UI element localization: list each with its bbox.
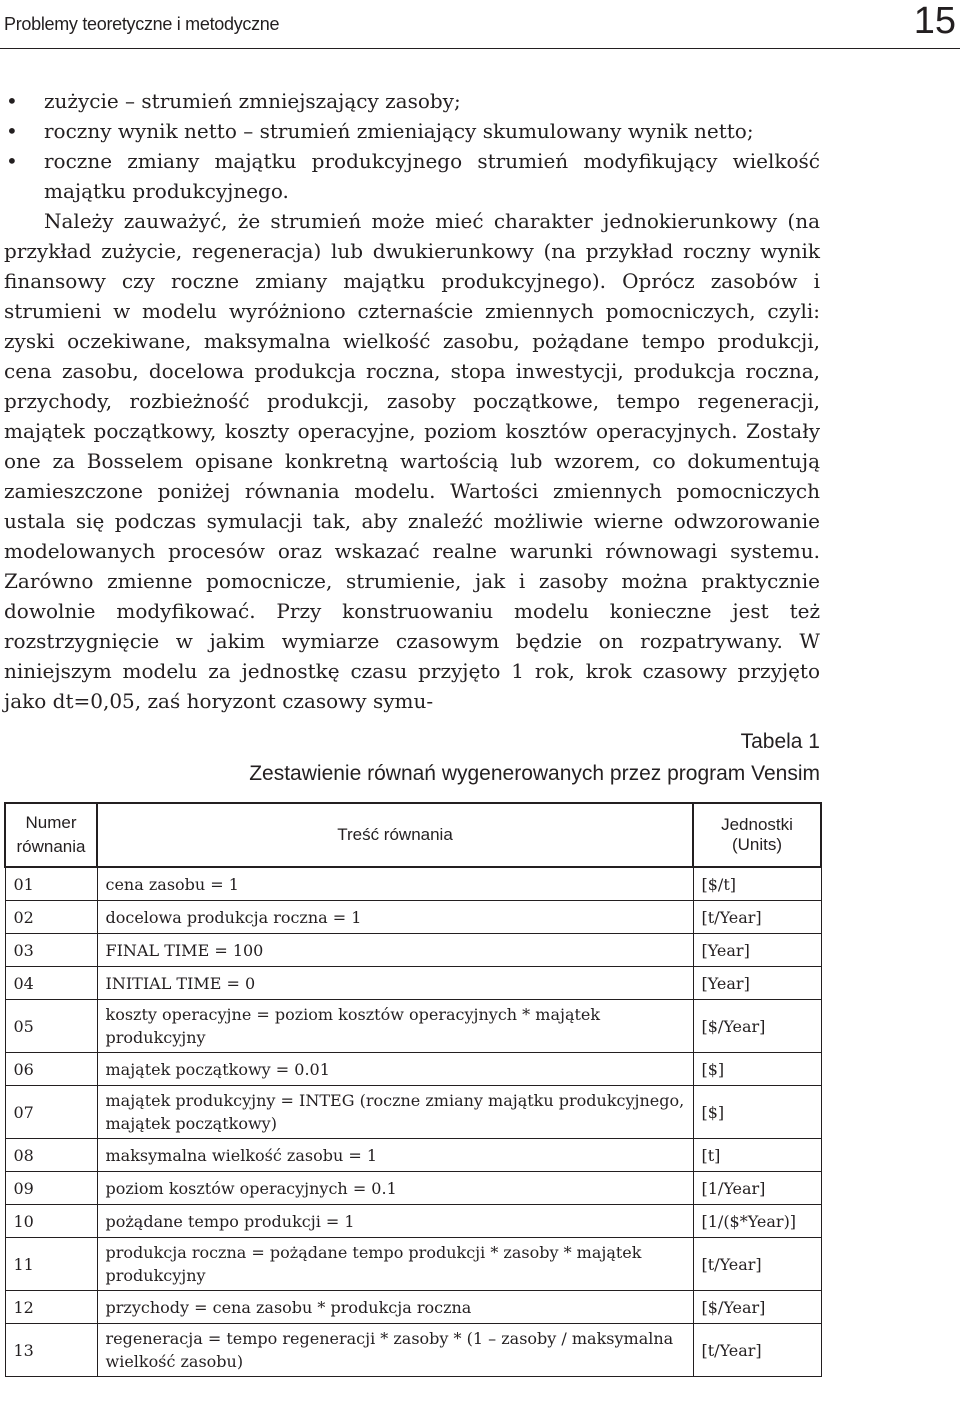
table-row — [5, 1000, 821, 1053]
row-equation: maksymalna wielkość zasobu = 1 — [97, 1139, 693, 1172]
row-equation: przychody = cena zasobu * produkcja roczna — [97, 1291, 693, 1324]
table-label: Tabela 1 — [740, 730, 820, 753]
header-number: Numer równania — [5, 803, 97, 867]
header-rule — [0, 48, 960, 49]
row-number: 13 — [5, 1324, 97, 1377]
row-unit: [t] — [693, 1139, 821, 1172]
row-unit: [$/Year] — [693, 1291, 821, 1324]
row-unit: [1/($*Year)] — [693, 1205, 821, 1238]
row-number: 11 — [5, 1238, 97, 1291]
table-header-row — [5, 803, 821, 867]
equations-table — [4, 802, 822, 1377]
row-unit: [$] — [693, 1086, 821, 1139]
row-equation: poziom kosztów operacyjnych = 0.1 — [97, 1172, 693, 1205]
body-paragraph: Należy zauważyć, że strumień może mieć charakter jednokierunkowy (na przykład zużycie, regeneracja) lub dwukierunkowy (na przykład roczny wynik finansowy czy roczne zmiany majątku produkcyjnego). Oprócz zasobów i strumieni w modelu wyróżniono czternaście zmiennych pomocniczych, czyli: zyski oczekiwane, maksymalna wielkość zasobu, pożądane tempo produkcji, cena zasobu, docelowa produkcja roczna, stopa inwestycji, produkcja roczna, przychody, rozbieżność produkcji, zasoby początkowe, tempo regeneracji, majątek początkowy, koszty operacyjne, poziom kosztów operacyjnych. Zostały one za Bosselem opisane konkretną wartością lub wzorem, co dokumentują zamieszczone poniżej równania modelu. Wartości zmiennych pomocniczych ustala się podczas symulacji tak, aby znaleźć możliwie wierne odwzorowanie modelowanych procesów oraz wskazać realne warunki równowagi systemu. Zarówno zmienne pomocnicze, strumienie, jak i zasoby można praktycznie dowolnie modyfikować. Przy konstruowaniu modelu konieczne jest też rozstrzygnięcie w jakim wymiarze czasowym będzie on rozpatrywany. W niniejszym modelu za jednostkę czasu przyjęto 1 rok, krok czasowy przyjęto jako dt=0,05, zaś horyzont czasowy symu- — [4, 209, 820, 713]
row-number: 06 — [5, 1053, 97, 1086]
row-unit: [t/Year] — [693, 901, 821, 934]
header-units: Jednostki (Units) — [693, 803, 821, 867]
row-equation: docelowa produkcja roczna = 1 — [97, 901, 693, 934]
table-row — [5, 1205, 821, 1238]
table-row — [5, 1053, 821, 1086]
table-row — [5, 901, 821, 934]
row-number: 05 — [5, 1000, 97, 1053]
header-content: Treść równania — [97, 803, 693, 867]
table-row — [5, 1086, 821, 1139]
bullet-item: • roczny wynik netto – strumień zmieniający skumulowany wynik netto; — [4, 116, 820, 146]
row-equation: majątek początkowy = 0.01 — [97, 1053, 693, 1086]
table-heading — [249, 726, 820, 790]
running-header: Problemy teoretyczne i metodyczne — [4, 14, 280, 34]
row-equation: majątek produkcyjny = INTEG (roczne zmiany majątku produkcyjnego, majątek początkowy) — [97, 1086, 693, 1139]
row-number: 12 — [5, 1291, 97, 1324]
row-unit: [Year] — [693, 934, 821, 967]
table-row — [5, 934, 821, 967]
row-number: 02 — [5, 901, 97, 934]
row-equation: regeneracja = tempo regeneracji * zasoby * (1 – zasoby / maksymalna wielkość zasobu) — [97, 1324, 693, 1377]
row-unit: [$/Year] — [693, 1000, 821, 1053]
page-number: 15 — [913, 0, 956, 42]
row-equation: produkcja roczna = pożądane tempo produkcji * zasoby * majątek produkcyjny — [97, 1238, 693, 1291]
body-text — [4, 86, 820, 716]
row-equation: pożądane tempo produkcji = 1 — [97, 1205, 693, 1238]
row-number: 03 — [5, 934, 97, 967]
row-unit: [1/Year] — [693, 1172, 821, 1205]
table-row — [5, 1238, 821, 1291]
row-equation: koszty operacyjne = poziom kosztów operacyjnych * majątek produkcyjny — [97, 1000, 693, 1053]
row-number: 09 — [5, 1172, 97, 1205]
bullet-item: • zużycie – strumień zmniejszający zasoby; — [4, 86, 820, 116]
row-unit: [$] — [693, 1053, 821, 1086]
row-unit: [t/Year] — [693, 1238, 821, 1291]
row-number: 01 — [5, 867, 97, 901]
row-unit: [Year] — [693, 967, 821, 1000]
bullet-list — [4, 86, 820, 206]
row-unit: [$/t] — [693, 867, 821, 901]
row-number: 10 — [5, 1205, 97, 1238]
row-number: 07 — [5, 1086, 97, 1139]
table-row — [5, 867, 821, 901]
table-row — [5, 1172, 821, 1205]
row-equation: INITIAL TIME = 0 — [97, 967, 693, 1000]
table-row — [5, 1291, 821, 1324]
table-caption: Zestawienie równań wygenerowanych przez program Vensim — [249, 762, 820, 785]
row-unit: [t/Year] — [693, 1324, 821, 1377]
row-equation: FINAL TIME = 100 — [97, 934, 693, 967]
row-number: 04 — [5, 967, 97, 1000]
table-row — [5, 967, 821, 1000]
row-equation: cena zasobu = 1 — [97, 867, 693, 901]
table-row — [5, 1324, 821, 1377]
row-number: 08 — [5, 1139, 97, 1172]
bullet-item: • roczne zmiany majątku produkcyjnego strumień modyfikujący wielkość majątku produkcyjnego. — [4, 146, 820, 206]
table-row — [5, 1139, 821, 1172]
